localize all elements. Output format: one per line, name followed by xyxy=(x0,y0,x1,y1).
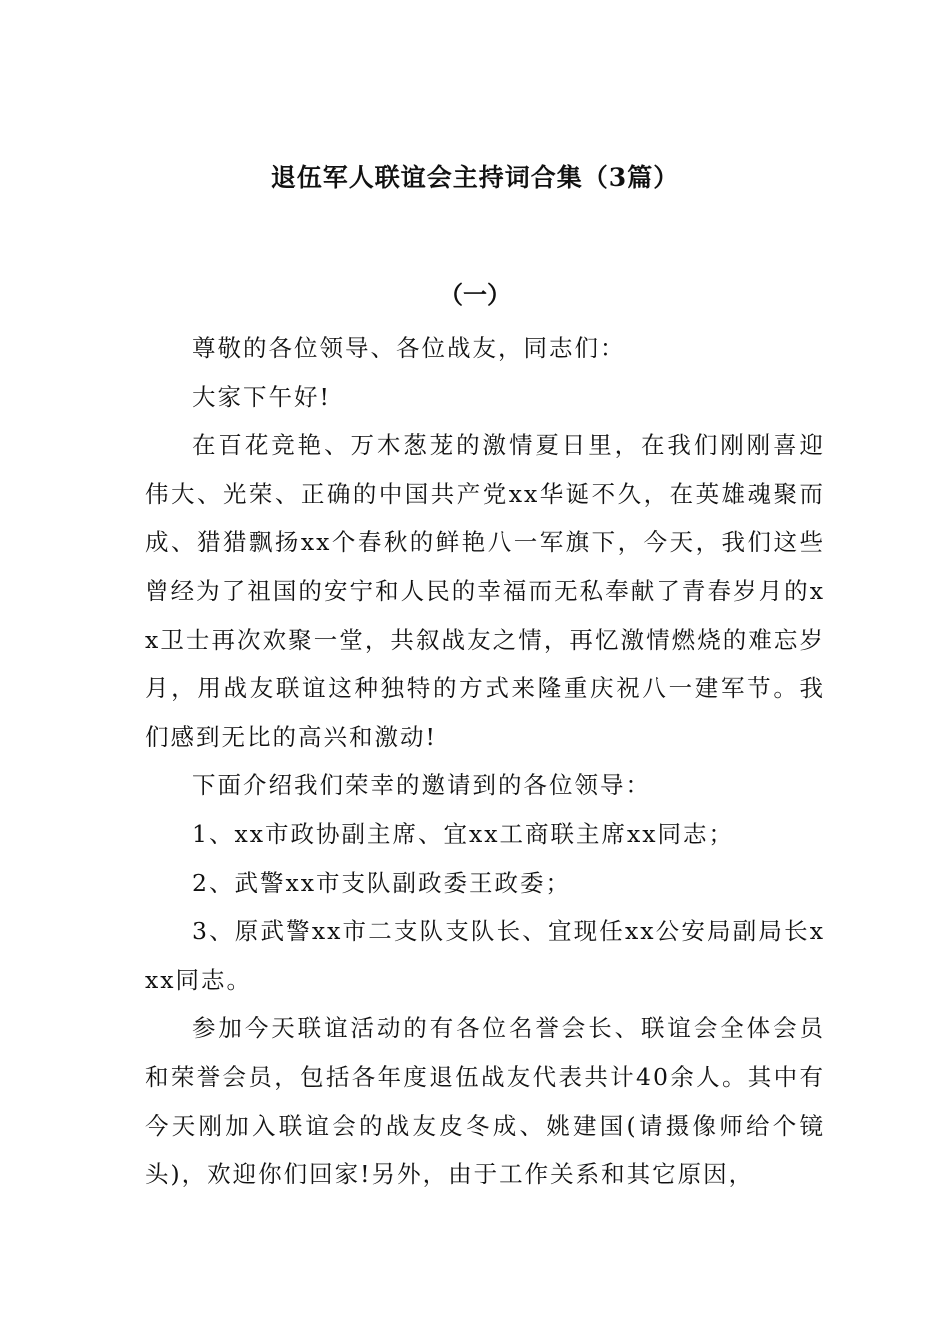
paragraph-salutation: 尊敬的各位领导、各位战友，同志们： xyxy=(192,334,626,362)
paragraph-opening: 在百花竞艳、万木葱茏的激情夏日里，在我们刚刚喜迎伟大、光荣、正确的中国共产党xx华诞不久，在英雄魂聚而成、猎猎飘扬xx个春秋的鲜艳八一军旗下，今天，我们这些曾经为了祖国的安宁和人民的幸福而无私奉献了青春岁月的xx卫士再次欢聚一堂，共叙战友之情，再忆激情燃烧的难忘岁月，用战友联谊这种独特的方式来隆重庆祝八一建军节。我们感到无比的高兴和激动! xyxy=(145,431,825,751)
paragraph-leader-1: 1、xx市政协副主席、宜xx工商联主席xx同志； xyxy=(192,819,734,848)
section-heading: （一） xyxy=(439,280,511,309)
paragraph-attendees: 参加今天联谊活动的有各位名誉会长、联谊会全体会员和荣誉会员，包括各年度退伍战友代表共计40余人。其中有今天刚加入联谊会的战友皮冬成、姚建国(请摄像师给个镜头)，欢迎你们回家!另外，由于工作关系和其它原因， xyxy=(145,1014,825,1189)
document-title: 退伍军人联谊会主持词合集（3篇） xyxy=(270,163,680,192)
paragraph-introduction: 下面介绍我们荣幸的邀请到的各位领导： xyxy=(192,771,651,800)
paragraph-greeting: 大家下午好! xyxy=(192,382,331,411)
document-body xyxy=(145,324,825,1199)
paragraph-leader-3: 3、原武警xx市二支队支队长、宜现任xx公安局副局长xxx同志。 xyxy=(145,917,825,994)
paragraph-leader-2: 2、武警xx市支队副政委王政委； xyxy=(192,868,571,897)
